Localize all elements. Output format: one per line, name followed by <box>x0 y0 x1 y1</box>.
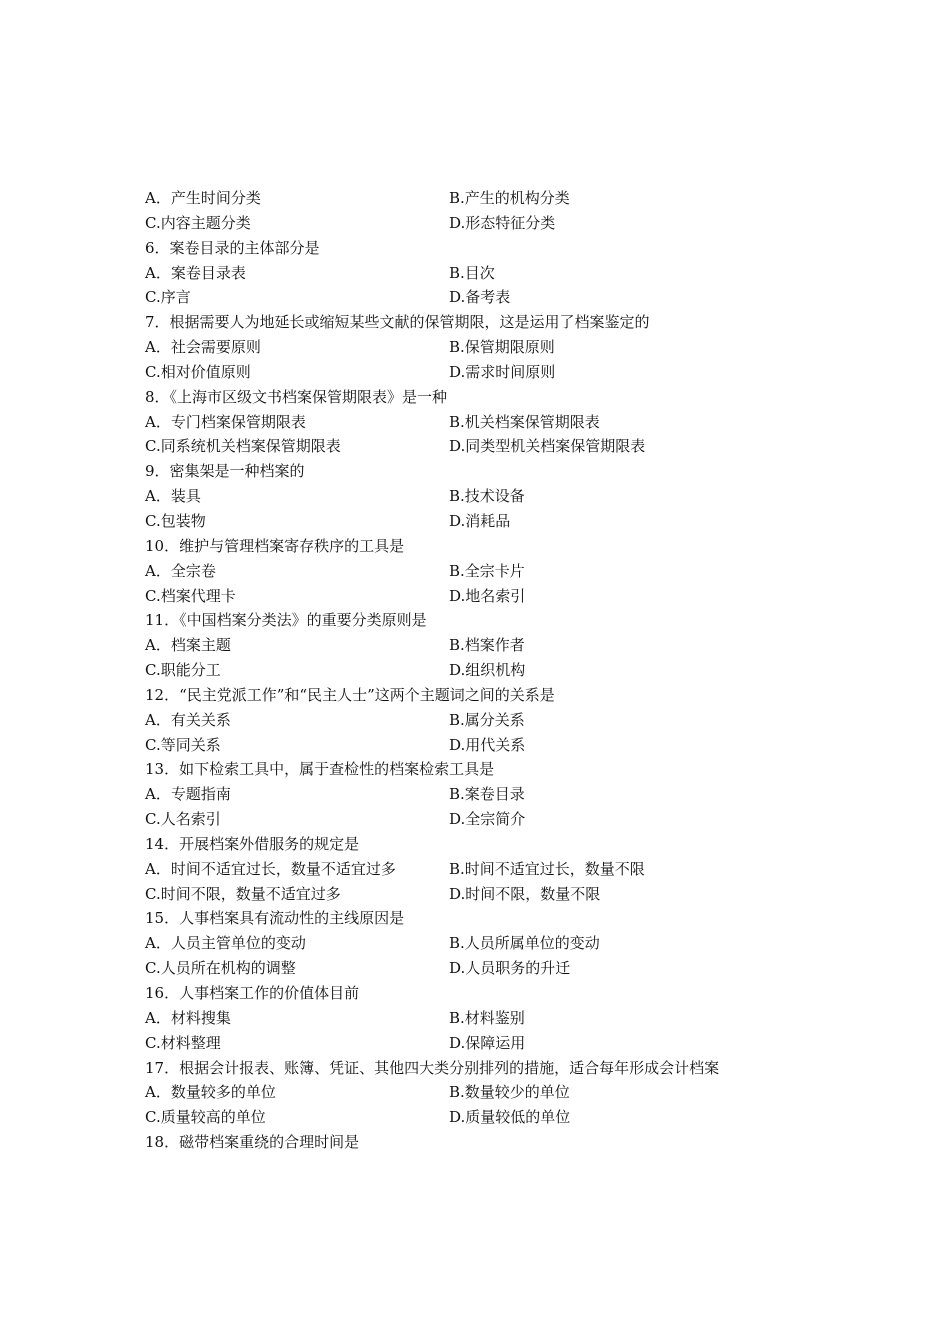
option-left: C.质量较高的单位 <box>145 1108 266 1127</box>
option-row <box>145 509 805 534</box>
option-right: B.全宗卡片 <box>449 561 525 580</box>
option-left: C.同系统机关档案保管期限表 <box>145 437 341 456</box>
option-row <box>145 484 805 509</box>
option-left: C.等同关系 <box>145 735 221 754</box>
option-right: B.案卷目录 <box>449 785 525 804</box>
option-row <box>145 956 805 981</box>
option-row <box>145 857 805 882</box>
option-left: A．有关关系 <box>145 710 231 729</box>
question-list <box>145 186 805 1155</box>
option-left: A．专门档案保管期限表 <box>145 412 306 431</box>
option-row <box>145 733 805 758</box>
question-stem: 9．密集架是一种档案的 <box>145 462 305 481</box>
option-right: B.数量较少的单位 <box>449 1083 570 1102</box>
option-row <box>145 261 805 286</box>
option-left: C.职能分工 <box>145 661 221 680</box>
option-left: A．装具 <box>145 487 201 506</box>
option-row <box>145 211 805 236</box>
option-left: C.序言 <box>145 288 191 307</box>
option-right: B.档案作者 <box>449 636 525 655</box>
option-left: A．数量较多的单位 <box>145 1083 276 1102</box>
option-left: C.时间不限，数量不适宜过多 <box>145 884 341 903</box>
option-row <box>145 708 805 733</box>
option-right: D.用代关系 <box>449 735 526 754</box>
option-row <box>145 1080 805 1105</box>
option-right: B.产生的机构分类 <box>449 189 570 207</box>
option-row <box>145 584 805 609</box>
question-stem: 10．维护与管理档案寄存秩序的工具是 <box>145 536 405 555</box>
option-left: C.档案代理卡 <box>145 586 236 605</box>
option-row <box>145 658 805 683</box>
option-left: C.内容主题分类 <box>145 213 251 232</box>
option-left: A．全宗卷 <box>145 561 216 580</box>
option-right: B.机关档案保管期限表 <box>449 412 600 431</box>
option-row <box>145 285 805 310</box>
option-right: D.组织机构 <box>449 661 526 680</box>
option-left: C.人名索引 <box>145 810 221 829</box>
option-left: C.相对价值原则 <box>145 362 251 381</box>
option-right: B.时间不适宜过长，数量不限 <box>449 859 645 878</box>
option-row <box>145 1006 805 1031</box>
option-row <box>145 335 805 360</box>
option-row <box>145 931 805 956</box>
question-stem: 16．人事档案工作的价值体目前 <box>145 984 360 1002</box>
option-row <box>145 782 805 807</box>
question-stem: 12．“民主党派工作”和“民主人士”这两个主题词之间的关系是 <box>145 685 555 704</box>
option-right: D.需求时间原则 <box>449 362 556 381</box>
option-right: B.保管期限原则 <box>449 338 555 357</box>
question-stem: 13．如下检索工具中，属于查检性的档案检索工具是 <box>145 760 495 779</box>
option-left: C.人员所在机构的调整 <box>145 959 296 978</box>
option-row <box>145 633 805 658</box>
option-left: A．材料搜集 <box>145 1008 231 1027</box>
option-left: A．案卷目录表 <box>145 263 246 282</box>
option-left: A．时间不适宜过长，数量不适宜过多 <box>145 859 396 878</box>
option-row <box>145 807 805 832</box>
option-row <box>145 410 805 435</box>
option-right: D.消耗品 <box>449 511 511 530</box>
question-stem: 7．根据需要人为地延长或缩短某些文献的保管期限，这是运用了档案鉴定的 <box>145 313 650 332</box>
option-row <box>145 882 805 907</box>
option-right: D.时间不限，数量不限 <box>449 884 601 903</box>
option-left: A．专题指南 <box>145 785 231 804</box>
question-stem: 15．人事档案具有流动性的主线原因是 <box>145 909 405 928</box>
option-right: B.目次 <box>449 263 495 282</box>
question-stem: 14．开展档案外借服务的规定是 <box>145 834 360 853</box>
question-stem: 8．《上海市区级文书档案保管期限表》是一种 <box>145 387 448 406</box>
option-right: B.属分关系 <box>449 710 525 729</box>
option-row <box>145 1031 805 1056</box>
question-stem: 11．《中国档案分类法》的重要分类原则是 <box>145 611 427 630</box>
option-right: D.人员职务的升迁 <box>449 959 571 978</box>
option-right: D.形态特征分类 <box>449 213 556 232</box>
option-row <box>145 1105 805 1130</box>
option-left: A．档案主题 <box>145 636 231 655</box>
option-row <box>145 559 805 584</box>
option-right: D.地名索引 <box>449 586 526 605</box>
question-stem: 17．根据会计报表、账簿、凭证、其他四大类分别排列的措施，适合每年形成会计档案 <box>145 1058 720 1077</box>
option-row <box>145 434 805 459</box>
option-row <box>145 360 805 385</box>
option-right: B.人员所属单位的变动 <box>449 934 600 953</box>
option-right: B.技术设备 <box>449 487 525 506</box>
question-stem: 18．磁带档案重绕的合理时间是 <box>145 1133 360 1152</box>
option-right: D.备考表 <box>449 288 511 307</box>
option-right: D.质量较低的单位 <box>449 1108 571 1127</box>
option-left: A．人员主管单位的变动 <box>145 934 306 953</box>
option-row <box>145 186 805 211</box>
option-right: D.保障运用 <box>449 1033 526 1052</box>
option-right: B.材料鉴别 <box>449 1008 525 1027</box>
option-left: A．产生时间分类 <box>145 189 261 207</box>
question-stem: 6．案卷目录的主体部分是 <box>145 238 320 257</box>
option-left: A．社会需要原则 <box>145 338 261 357</box>
option-right: D.全宗简介 <box>449 810 526 829</box>
option-right: D.同类型机关档案保管期限表 <box>449 437 646 456</box>
option-left: C.材料整理 <box>145 1033 221 1052</box>
option-left: C.包装物 <box>145 511 206 530</box>
